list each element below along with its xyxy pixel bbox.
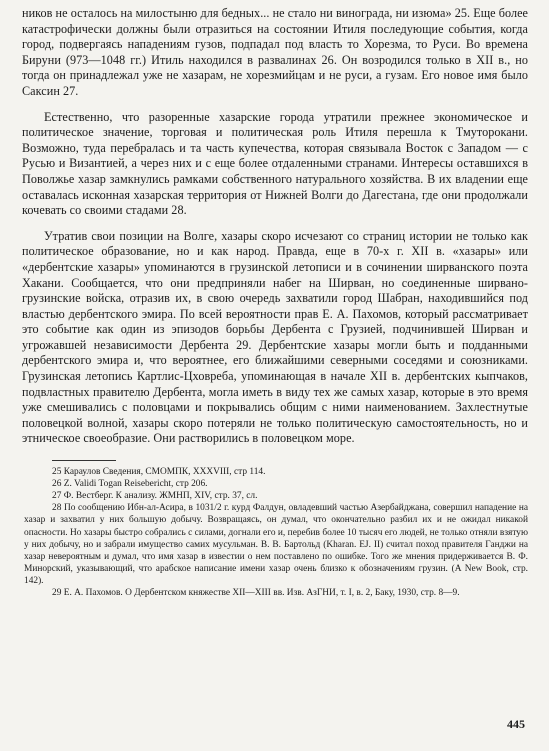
paragraph-2: Естественно, что разоренные хазарские города утратили прежнее экономическое и политическое значение, торговая и политическая роль Итиля перешла к Тмутоpокани. Возможно, туда перебралась и та часть купечества, которая связывала Восток с Западом — с Русью и Византией, а через них и с еще более отдаленными странами. Интересы оставшихся в Поволжье хазар замкнулись рамками собственного натурального хозяйства. В их владении еще оставалась исконная хазарская территория от Нижней Волги до Дагестана, где они продолжали кочевать со своими стадами 28.: [22, 109, 528, 218]
paragraph-1: ников не осталось на милостыню для бедных... не стало ни винограда, ни изюма» 25. Еще более катастрофически должны были отразиться на состоянии Итиля последующие события, когда город, подвергаясь нападениям гузов, подпадал под власть то Хорезма, то Руси. Во времена Бируни (973—1048 гг.) Итиль находился в развалинах 26. Он возродился только в XII в., но тогда он принадлежал уже не хазарам, не хорезмийцам и не руси, а гузам. Его новое имя было Саксин 27.: [22, 6, 528, 98]
footnote-26: 26 Z. Validi Togan Reisebericht, стр 206.: [52, 479, 208, 490]
footnote-divider: [52, 460, 116, 461]
footnote-29: 29 Е. А. Пахомов. О Дербентском княжестве XII—XIII вв. Изв. АзГНИ, т. I, в. 2, Баку, 1930, стр. 8—9.: [52, 587, 460, 598]
page-body: [22, 6, 528, 599]
paragraph-3: Утратив свои позиции на Волге, хазары скоро исчезают со страниц истории не только как политическое образование, но и как народ. Правда, еще в 70-х г. XII в. «хазары» или «дербентские хазары» упоминаются в грузинской летописи и в сочинении ширванского поэта Хакани. Сообщается, что они предприняли набег на Ширван, но соединенные ширвано-грузинские войска, отразив их, в свою очередь захватили город Шабран, находившийся под властью дербентского эмира. По всей вероятности прав Е. А. Пахомов, который рассматривает это событие как один из эпизодов борьбы Дербента с Грузией, подчинившей Ширван и угрожавшей независимости Дербента 29. Дербентские хазары могли быть и подданными дербентского эмира и, что вероятнее, его ближайшими северными соседями и союзниками. Грузинская летопись Картлис-Цховреба, упоминающая в начале XII в. дербентских кыпчаков, подвластных правителю Дербента, могла иметь в виду тех же самых хазар, которые в это время уже смешивались с половцами и покрывались общим с ними наименованием. Захлестнутые половецкой волной, хазары скоро потеряли не только политическую самостоятельность, но и этническое своеобразие. Они растворились в половецком море.: [22, 228, 528, 446]
footnote-27: 27 Ф. Вестберг. К анализу. ЖМНП, XIV, стр. 37, сл.: [52, 491, 258, 502]
footnote-25: 25 Караулов Сведения, СМОМПК, XXXVIII, стр 114.: [52, 467, 266, 478]
footnote-28: 28 По сообщению Ибн-ал-Асира, в 1031/2 г. курд Фалдун, овладевший частью Азербайджана, совершил нападение на хазар и захватил у них большую добычу. Возвращаясь, он думал, что окончательно разбил их и не ожидал никакой опасности. Но хазары быстро собрались с силами, догнали его и, перебив более 10 тысяч его людей, не только отняли взятую у них добычу, но и забрали имущество самих мусульман. В. В. Бартольд (Kharan. EJ. II) считал поход правителя Ганджи на хазар невероятным и думал, что имя хазар в известии о нем поставлено по ошибке. Того же мнения придерживается В. Ф. Минорский, указывающий, что арабское написание имени хазар очень близко к обозначениям грузин. (A New Book, стр. 142).: [24, 503, 528, 586]
page-number: 445: [507, 717, 525, 731]
